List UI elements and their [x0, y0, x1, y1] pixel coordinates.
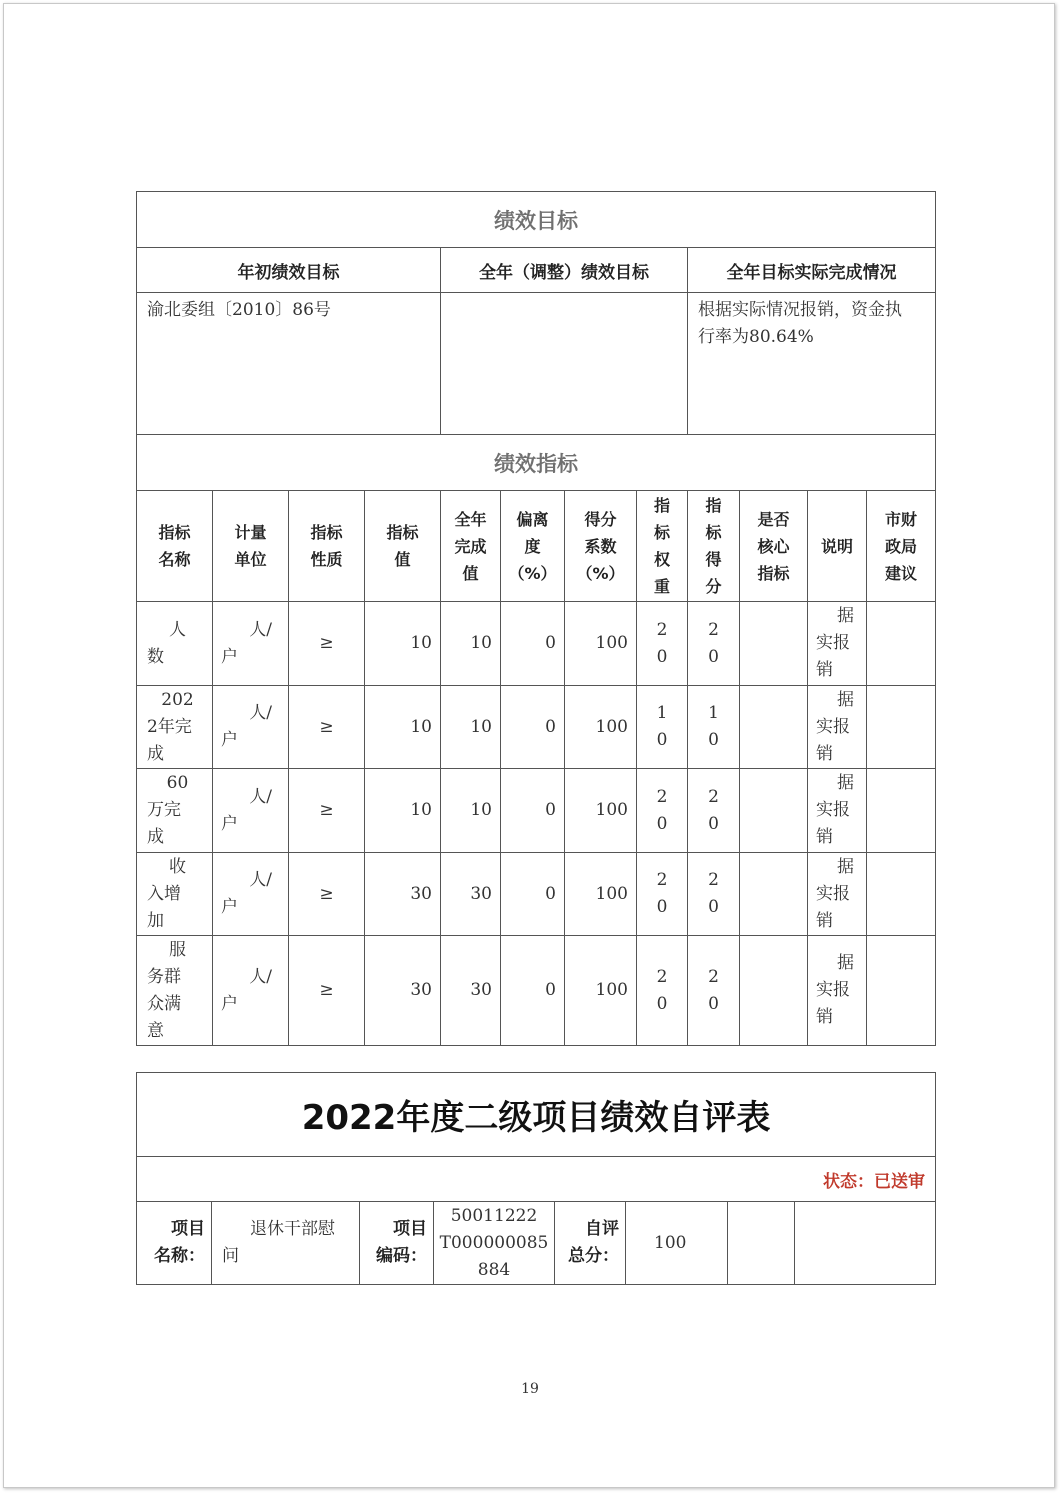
cell-name-line: 收	[169, 856, 186, 877]
col-header-line: 核心	[757, 536, 790, 556]
cell-score-line: 2	[708, 786, 719, 807]
project-name-label	[137, 1202, 212, 1285]
cell-score-line: 2	[708, 870, 719, 890]
cell-weight-line: 2	[656, 786, 668, 807]
cell-weight-line: 2	[656, 966, 668, 987]
goal-header-actual: 全年目标实际完成情况	[688, 248, 936, 293]
col-header-coef	[565, 491, 637, 602]
col-header-line: 偏离	[516, 509, 549, 529]
cell-score	[688, 686, 740, 769]
cell-note	[808, 602, 867, 686]
eval-title: 2022年度二级项目绩效自评表	[137, 1073, 936, 1157]
goal-initial-cell	[137, 293, 441, 435]
cell-core	[740, 853, 808, 936]
goal-actual-line2: 行率为80.64%	[698, 327, 814, 347]
project-code-label-line: 编码：	[376, 1246, 427, 1266]
empty-cell	[728, 1202, 795, 1285]
col-header-line: （%）	[576, 563, 625, 583]
cell-target: 30	[365, 936, 441, 1046]
cell-score	[688, 936, 740, 1046]
cell-advice	[867, 602, 936, 686]
cell-weight-line: 1	[656, 703, 668, 723]
cell-note-line: 销	[816, 1007, 833, 1027]
col-header-unit	[213, 491, 289, 602]
self-score-value: 100	[626, 1202, 728, 1285]
indicator-row	[137, 853, 936, 936]
indicator-row	[137, 602, 936, 686]
cell-unit	[213, 936, 289, 1046]
project-code-label-line: 项目	[393, 1219, 427, 1239]
col-header-line: 是否	[757, 509, 790, 529]
cell-name-line: 60	[166, 773, 189, 793]
col-header-line: 市财	[885, 509, 918, 529]
cell-unit-line: 人/	[249, 966, 272, 987]
cell-name-line: 2年完	[147, 716, 192, 737]
goals-section-title: 绩效目标	[137, 192, 936, 248]
cell-name-line: 成	[147, 743, 164, 764]
cell-coef: 100	[565, 769, 637, 853]
goal-actual-line1: 根据实际情况报销，资金执	[698, 300, 902, 320]
project-code-label	[360, 1202, 434, 1285]
col-header-line: 单位	[234, 550, 267, 569]
col-header-target	[365, 491, 441, 602]
cell-name-line: 数	[147, 646, 164, 667]
cell-weight-line: 0	[656, 897, 668, 917]
cell-name	[137, 769, 213, 853]
cell-nature: ≥	[289, 602, 365, 686]
project-code-line: T000000085	[439, 1232, 549, 1253]
project-name-line: 问	[222, 1246, 239, 1266]
cell-core	[740, 769, 808, 853]
cell-unit-line: 户	[221, 993, 238, 1014]
cell-unit-line: 人/	[249, 703, 272, 723]
col-header-line: 得分	[584, 509, 617, 529]
cell-note-line: 据	[837, 856, 854, 877]
col-header-line: 计量	[234, 523, 267, 542]
cell-advice	[867, 936, 936, 1046]
cell-weight-line: 0	[656, 813, 668, 834]
cell-note	[808, 936, 867, 1046]
cell-note-line: 实报	[816, 800, 850, 820]
cell-score-line: 0	[708, 813, 719, 834]
cell-name-line: 入增	[147, 883, 181, 904]
col-header-weight	[637, 491, 688, 602]
indicator-rows	[137, 602, 936, 1046]
col-header-line: 值	[394, 550, 411, 569]
col-header-line: 度	[524, 536, 541, 556]
cell-unit	[213, 769, 289, 853]
cell-nature: ≥	[289, 853, 365, 936]
cell-core	[740, 936, 808, 1046]
col-header-core	[740, 491, 808, 602]
cell-coef: 100	[565, 686, 637, 769]
cell-deviation: 0	[501, 686, 565, 769]
project-name-line: 退休干部慰	[250, 1219, 335, 1239]
col-header-nature	[289, 491, 365, 602]
cell-target: 10	[365, 686, 441, 769]
cell-note-line: 实报	[816, 716, 850, 737]
cell-unit-line: 人/	[249, 786, 272, 807]
cell-unit-line: 户	[221, 646, 238, 667]
cell-note-line: 销	[816, 743, 833, 764]
indicator-row	[137, 769, 936, 853]
cell-advice	[867, 769, 936, 853]
col-header-line: 指标	[757, 563, 790, 583]
cell-note-line: 销	[816, 827, 833, 847]
cell-note-line: 实报	[816, 633, 850, 653]
cell-coef: 100	[565, 853, 637, 936]
cell-nature: ≥	[289, 936, 365, 1046]
cell-score	[688, 769, 740, 853]
col-header-line: 标	[705, 523, 722, 542]
cell-unit-line: 户	[221, 813, 238, 834]
col-header-line: 指	[705, 496, 722, 515]
cell-note-line: 据	[837, 689, 854, 710]
col-header-score	[688, 491, 740, 602]
cell-score-line: 0	[708, 646, 719, 667]
cell-deviation: 0	[501, 936, 565, 1046]
cell-name-line: 服	[169, 939, 186, 960]
cell-coef: 100	[565, 602, 637, 686]
cell-actual: 10	[441, 769, 501, 853]
evaluation-table	[136, 1072, 936, 1285]
col-header-line: （%）	[508, 563, 557, 583]
cell-score-line: 0	[708, 993, 719, 1014]
cell-coef: 100	[565, 936, 637, 1046]
cell-note-line: 据	[837, 606, 854, 626]
project-name-label-line: 名称：	[154, 1246, 205, 1266]
project-code-value	[434, 1202, 555, 1285]
cell-target: 30	[365, 853, 441, 936]
cell-name	[137, 853, 213, 936]
cell-weight	[637, 769, 688, 853]
cell-actual: 30	[441, 936, 501, 1046]
col-header-line: 指标	[386, 523, 419, 542]
cell-weight	[637, 686, 688, 769]
col-header-advice	[867, 491, 936, 602]
cell-unit-line: 户	[221, 897, 238, 917]
cell-name-line: 成	[147, 827, 164, 847]
cell-name	[137, 936, 213, 1046]
empty-cell	[795, 1202, 936, 1285]
cell-score-line: 2	[708, 966, 719, 987]
cell-advice	[867, 686, 936, 769]
col-header-line: 名称	[158, 550, 191, 569]
cell-unit	[213, 853, 289, 936]
goal-header-adjusted: 全年（调整）绩效目标	[441, 248, 688, 293]
cell-name-line: 加	[147, 910, 164, 931]
cell-unit-line: 户	[221, 730, 238, 750]
cell-name-line: 万完	[147, 800, 181, 820]
self-score-label-line: 自评	[585, 1219, 619, 1239]
cell-actual: 10	[441, 686, 501, 769]
indicator-header-row	[137, 491, 936, 602]
cell-note-line: 实报	[816, 883, 850, 904]
cell-name-line: 意	[147, 1020, 164, 1041]
indicators-section-title: 绩效指标	[137, 435, 936, 491]
cell-unit	[213, 602, 289, 686]
cell-note-line: 据	[837, 953, 854, 973]
status-badge: 状态：已送审	[137, 1157, 936, 1202]
col-header-line: 值	[462, 563, 479, 583]
indicator-row	[137, 936, 936, 1046]
project-code-line: 884	[477, 1259, 511, 1280]
col-header-line: 权	[653, 550, 670, 569]
col-header-line: 指标	[158, 523, 191, 542]
cell-note-line: 实报	[816, 980, 850, 1000]
performance-table	[136, 191, 936, 1046]
cell-weight-line: 0	[656, 730, 668, 750]
cell-deviation: 0	[501, 602, 565, 686]
col-header-line: 标	[653, 523, 670, 542]
cell-weight	[637, 936, 688, 1046]
cell-note-line: 销	[816, 910, 833, 931]
cell-unit-line: 人/	[249, 870, 272, 890]
cell-score-line: 1	[708, 703, 719, 723]
indicator-row	[137, 686, 936, 769]
cell-unit	[213, 686, 289, 769]
cell-name-line: 务群	[147, 966, 181, 987]
goal-actual-cell	[688, 293, 936, 435]
col-header-line: 性质	[310, 550, 343, 569]
col-header-line: 分	[705, 577, 722, 596]
col-header-line: 得	[705, 550, 722, 569]
cell-note	[808, 853, 867, 936]
cell-target: 10	[365, 602, 441, 686]
goal-adjusted-cell	[441, 293, 688, 435]
cell-nature: ≥	[289, 769, 365, 853]
cell-name	[137, 686, 213, 769]
goal-header-initial: 年初绩效目标	[137, 248, 441, 293]
col-header-deviation	[501, 491, 565, 602]
cell-nature: ≥	[289, 686, 365, 769]
cell-actual: 10	[441, 602, 501, 686]
page-number: 19	[521, 1381, 539, 1397]
project-name-value	[212, 1202, 360, 1285]
cell-note	[808, 769, 867, 853]
cell-score-line: 0	[708, 897, 719, 917]
project-code-line: 50011222	[450, 1205, 538, 1226]
col-header-line: 完成	[454, 536, 487, 556]
cell-score-line: 2	[708, 619, 719, 640]
cell-name-line: 202	[161, 689, 194, 710]
goal-initial-text: 渝北委组〔2010〕86号	[147, 300, 331, 320]
cell-core	[740, 686, 808, 769]
col-header-line: 政局	[885, 536, 918, 556]
col-header-line: 系数	[584, 536, 617, 556]
cell-note-line: 销	[816, 660, 833, 680]
self-score-label-line: 总分：	[568, 1246, 619, 1266]
col-header-name	[137, 491, 213, 602]
cell-deviation: 0	[501, 769, 565, 853]
cell-advice	[867, 853, 936, 936]
cell-weight-line: 0	[656, 993, 668, 1014]
col-header-line: 建议	[885, 563, 918, 583]
cell-unit-line: 人/	[249, 619, 272, 640]
cell-note-line: 据	[837, 773, 854, 793]
cell-weight	[637, 602, 688, 686]
cell-weight-line: 2	[656, 619, 668, 640]
cell-score	[688, 602, 740, 686]
cell-weight	[637, 853, 688, 936]
col-header-note	[808, 491, 867, 602]
cell-weight-line: 2	[656, 870, 668, 890]
col-header-line: 指	[653, 496, 670, 515]
cell-score	[688, 853, 740, 936]
cell-core	[740, 602, 808, 686]
cell-note	[808, 686, 867, 769]
cell-name	[137, 602, 213, 686]
project-name-label-line: 项目	[171, 1219, 205, 1239]
cell-weight-line: 0	[656, 646, 668, 667]
self-score-label	[555, 1202, 626, 1285]
cell-actual: 30	[441, 853, 501, 936]
cell-target: 10	[365, 769, 441, 853]
col-header-line: 说明	[820, 536, 853, 556]
col-header-line: 指标	[310, 523, 343, 542]
cell-deviation: 0	[501, 853, 565, 936]
cell-score-line: 0	[708, 730, 719, 750]
col-header-line: 重	[653, 577, 670, 596]
col-header-line: 全年	[454, 509, 487, 529]
cell-name-line: 众满	[147, 993, 181, 1014]
cell-name-line: 人	[169, 619, 186, 640]
col-header-actual	[441, 491, 501, 602]
